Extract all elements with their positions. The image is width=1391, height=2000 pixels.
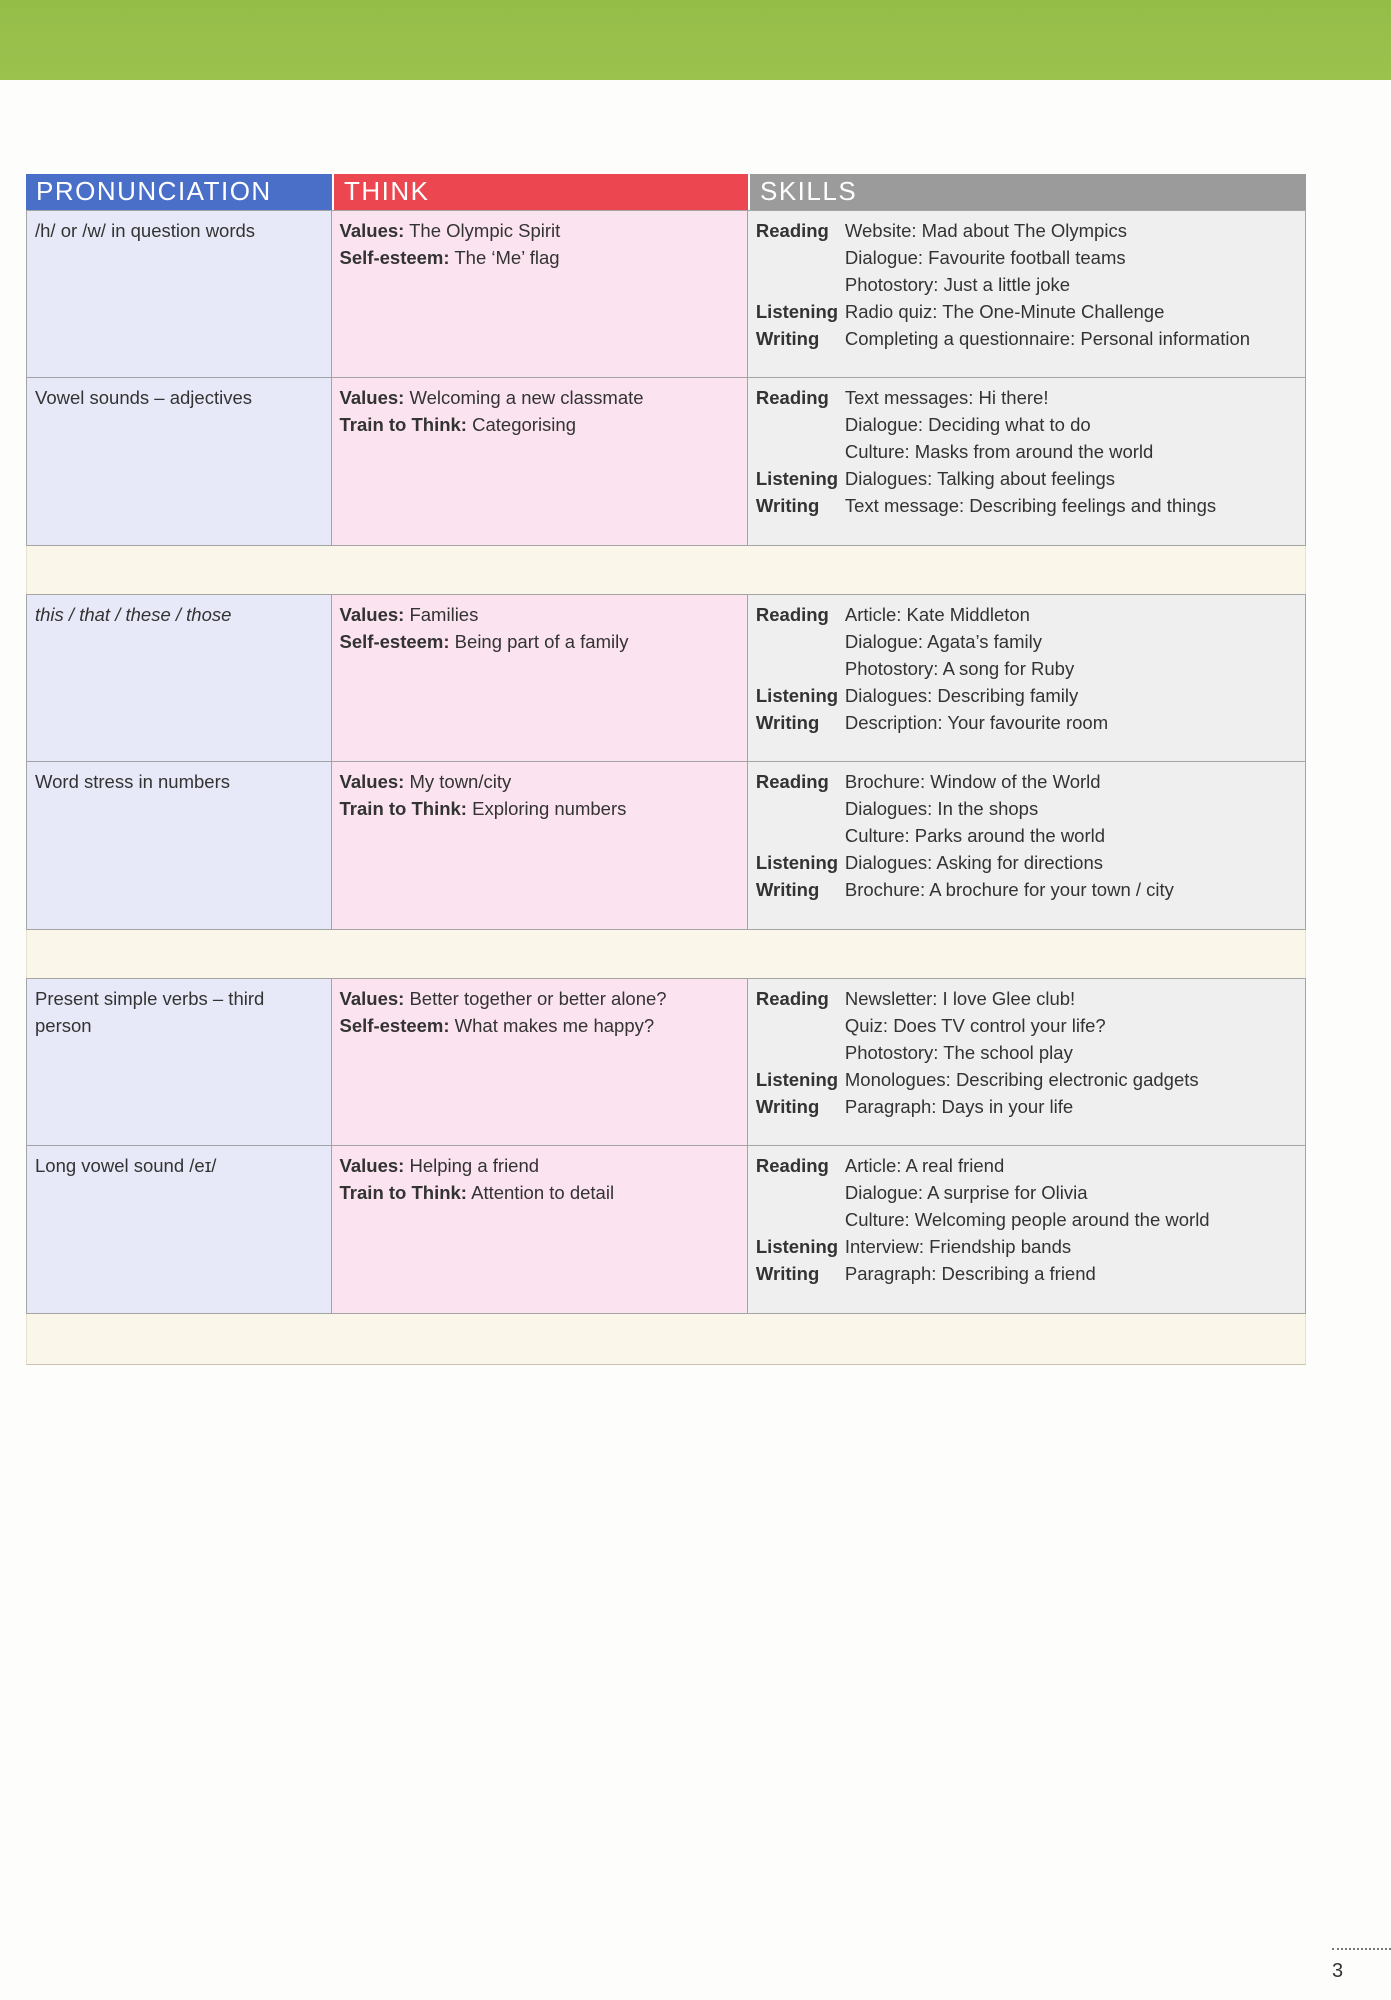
top-color-band: [0, 0, 1391, 80]
skill-label: Listening: [755, 301, 839, 322]
skill-line: [756, 411, 1297, 438]
skill-label: [756, 1012, 845, 1039]
skill-line: [756, 325, 1297, 352]
think-line: [340, 411, 739, 438]
think-text: Better together or better alone?: [404, 988, 667, 1009]
skill-label: [756, 271, 845, 298]
skill-label: Listening: [755, 1069, 839, 1090]
skill-label: Reading: [755, 988, 829, 1009]
think-cell: [332, 378, 748, 545]
skill-line: [756, 1066, 1297, 1093]
skills-cell: [748, 595, 1305, 761]
skill-line: [756, 985, 1297, 1012]
skill-text: Article: Kate Middleton: [844, 604, 1030, 625]
think-label: Train to Think:: [339, 798, 467, 819]
table-row: [26, 594, 1306, 762]
think-text: The Olympic Spirit: [404, 220, 561, 241]
skill-text: Article: A real friend: [844, 1155, 1005, 1176]
skill-label: [756, 628, 845, 655]
think-label: Values:: [339, 387, 405, 408]
skill-label: [756, 1039, 845, 1066]
skill-label: Listening: [755, 468, 839, 489]
skill-text: Dialogues: In the shops: [844, 798, 1039, 819]
skill-text: Photostory: The school play: [844, 1042, 1073, 1063]
skill-label: [756, 795, 845, 822]
think-cell: [332, 595, 748, 761]
skill-line: [756, 1260, 1297, 1287]
think-line: [340, 384, 739, 411]
skill-text: Radio quiz: The One-Minute Challenge: [844, 301, 1165, 322]
skill-label: [756, 822, 845, 849]
table-header: [26, 174, 1306, 210]
skill-line: [756, 768, 1297, 795]
skill-label: [756, 244, 845, 271]
skill-label: [756, 655, 845, 682]
skill-line: [756, 601, 1297, 628]
think-header: THINK: [332, 174, 748, 210]
think-text: My town/city: [404, 771, 512, 792]
skill-line: [756, 849, 1297, 876]
unit-group: [26, 978, 1306, 1314]
think-line: [340, 244, 739, 271]
think-cell: [332, 1146, 748, 1313]
skill-text: Newsletter: I love Glee club!: [844, 988, 1076, 1009]
table-row: [26, 1146, 1306, 1314]
skill-text: Description: Your favourite room: [844, 712, 1109, 733]
skill-text: Culture: Welcoming people around the world: [844, 1209, 1210, 1230]
think-line: [340, 795, 739, 822]
skill-line: [756, 298, 1297, 325]
think-text: Welcoming a new classmate: [404, 387, 644, 408]
skill-line: [756, 1039, 1297, 1066]
syllabus-table: [26, 174, 1306, 1365]
skill-text: Culture: Parks around the world: [844, 825, 1106, 846]
pronunciation-cell: Word stress in numbers: [27, 762, 332, 929]
skill-label: Writing: [755, 328, 820, 349]
skill-label: Reading: [755, 1155, 829, 1176]
skill-text: Monologues: Describing electronic gadgets: [844, 1069, 1199, 1090]
skill-text: Paragraph: Days in your life: [844, 1096, 1074, 1117]
pronunciation-cell: Present simple verbs – third person: [27, 979, 332, 1145]
skill-line: [756, 384, 1297, 411]
skill-label: Listening: [755, 685, 839, 706]
skills-cell: [748, 211, 1305, 377]
skill-text: Brochure: A brochure for your town / city: [844, 879, 1174, 900]
think-text: The ‘Me’ flag: [449, 247, 560, 268]
think-text: Being part of a family: [449, 631, 629, 652]
skill-line: [756, 1206, 1297, 1233]
skill-line: [756, 271, 1297, 298]
skill-label: Writing: [755, 712, 820, 733]
table-row: [26, 210, 1306, 378]
skill-label: Writing: [755, 1263, 820, 1284]
skill-line: [756, 438, 1297, 465]
pronunciation-cell: Vowel sounds – adjectives: [27, 378, 332, 545]
think-label: Values:: [339, 771, 405, 792]
skill-text: Dialogues: Asking for directions: [844, 852, 1103, 873]
pronunciation-cell: /h/ or /w/ in question words: [27, 211, 332, 377]
skill-line: [756, 465, 1297, 492]
skill-text: Photostory: A song for Ruby: [844, 658, 1075, 679]
think-line: [340, 985, 739, 1012]
skill-text: Dialogue: A surprise for Olivia: [844, 1182, 1088, 1203]
skill-text: Dialogues: Describing family: [844, 685, 1079, 706]
skill-label: Writing: [755, 879, 820, 900]
skill-line: [756, 795, 1297, 822]
think-text: Helping a friend: [404, 1155, 540, 1176]
unit-separator: [26, 1314, 1306, 1365]
skill-text: Brochure: Window of the World: [844, 771, 1101, 792]
skill-text: Website: Mad about The Olympics: [844, 220, 1127, 241]
skills-cell: [748, 762, 1305, 929]
unit-group: [26, 210, 1306, 546]
skill-label: Reading: [755, 604, 829, 625]
skill-label: Reading: [755, 387, 829, 408]
think-line: [340, 1179, 739, 1206]
skill-line: [756, 1233, 1297, 1260]
think-label: Train to Think:: [339, 414, 467, 435]
skill-line: [756, 1152, 1297, 1179]
skill-text: Quiz: Does TV control your life?: [844, 1015, 1106, 1036]
skill-text: Dialogues: Talking about feelings: [844, 468, 1116, 489]
skill-text: Dialogue: Favourite football teams: [844, 247, 1126, 268]
think-text: Families: [404, 604, 479, 625]
unit-separator: [26, 930, 1306, 978]
skill-line: [756, 876, 1297, 903]
skill-line: [756, 682, 1297, 709]
skills-cell: [748, 979, 1305, 1145]
think-line: [340, 217, 739, 244]
think-text: Attention to detail: [466, 1182, 615, 1203]
skill-label: Writing: [755, 495, 820, 516]
skill-line: [756, 1012, 1297, 1039]
skill-line: [756, 492, 1297, 519]
think-label: Values:: [339, 988, 405, 1009]
table-row: [26, 978, 1306, 1146]
skill-label: [756, 1206, 845, 1233]
think-label: Values:: [339, 604, 405, 625]
skill-label: Writing: [755, 1096, 820, 1117]
think-line: [340, 1012, 739, 1039]
think-label: Values:: [339, 220, 405, 241]
think-cell: [332, 979, 748, 1145]
skill-line: [756, 217, 1297, 244]
skill-label: Listening: [755, 1236, 839, 1257]
skill-label: Reading: [755, 220, 829, 241]
table-row: [26, 378, 1306, 546]
skill-line: [756, 628, 1297, 655]
think-line: [340, 1152, 739, 1179]
skill-label: [756, 1179, 845, 1206]
think-text: Exploring numbers: [466, 798, 627, 819]
unit-separator: [26, 546, 1306, 594]
think-label: Values:: [339, 1155, 405, 1176]
skill-text: Completing a questionnaire: Personal information: [844, 328, 1251, 349]
skill-line: [756, 709, 1297, 736]
think-line: [340, 601, 739, 628]
think-label: Self-esteem:: [339, 247, 450, 268]
skill-line: [756, 1179, 1297, 1206]
think-cell: [332, 211, 748, 377]
skill-text: Dialogue: Deciding what to do: [844, 414, 1091, 435]
skill-text: Paragraph: Describing a friend: [844, 1263, 1096, 1284]
pronunciation-cell: Long vowel sound /eɪ/: [27, 1146, 332, 1313]
skill-text: Culture: Masks from around the world: [844, 441, 1154, 462]
think-label: Self-esteem:: [339, 1015, 450, 1036]
pronunciation-cell: this / that / these / those: [27, 595, 332, 761]
think-text: Categorising: [466, 414, 576, 435]
skills-cell: [748, 378, 1305, 545]
skill-text: Dialogue: Agata’s family: [844, 631, 1042, 652]
think-line: [340, 768, 739, 795]
table-body: [26, 210, 1306, 1365]
think-cell: [332, 762, 748, 929]
skill-line: [756, 655, 1297, 682]
skills-cell: [748, 1146, 1305, 1313]
unit-group: [26, 594, 1306, 930]
skill-text: Interview: Friendship bands: [844, 1236, 1072, 1257]
think-text: What makes me happy?: [449, 1015, 655, 1036]
skill-text: Text message: Describing feelings and things: [844, 495, 1217, 516]
skill-label: [756, 438, 845, 465]
think-line: [340, 628, 739, 655]
skill-text: Text messages: Hi there!: [844, 387, 1049, 408]
skill-text: Photostory: Just a little joke: [844, 274, 1071, 295]
skill-line: [756, 822, 1297, 849]
skills-header: SKILLS: [748, 174, 1306, 210]
skill-line: [756, 244, 1297, 271]
skill-label: Reading: [755, 771, 829, 792]
skill-line: [756, 1093, 1297, 1120]
skill-label: [756, 411, 845, 438]
think-label: Self-esteem:: [339, 631, 450, 652]
page-number: 3: [1332, 1948, 1391, 1983]
table-row: [26, 762, 1306, 930]
skill-label: Listening: [755, 852, 839, 873]
pronunciation-header: PRONUNCIATION: [26, 174, 332, 210]
think-label: Train to Think:: [339, 1182, 467, 1203]
